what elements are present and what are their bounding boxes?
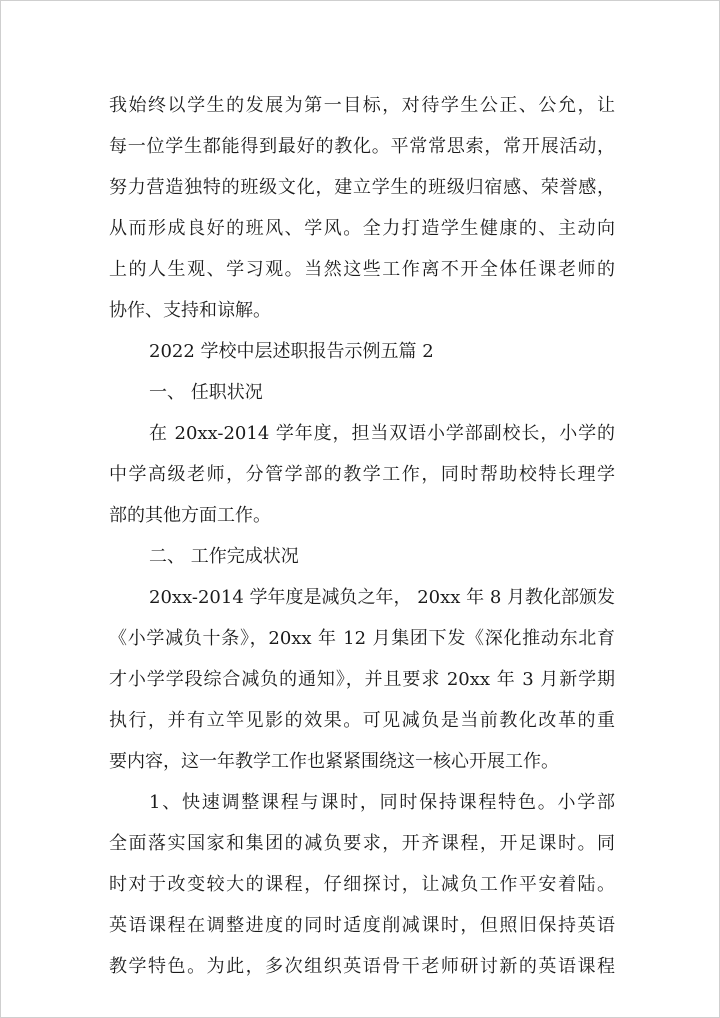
document-body: [109, 85, 615, 987]
body-text-line: 协作、支持和谅解。: [109, 300, 271, 321]
body-text-line: 执行，并有立竿见影的效果。可见减负是当前教化改革的重: [109, 710, 615, 731]
body-text-line: 上的人生观、学习观。当然这些工作离不开全体任课老师的: [109, 259, 615, 280]
body-text-line: 在 20xx-2014 学年度，担当双语小学部副校长，小学的: [149, 423, 615, 444]
body-text-line: 全面落实国家和集团的减负要求，开齐课程，开足课时。同: [109, 833, 615, 854]
section-heading: 一、 任职状况: [149, 382, 263, 403]
body-text-line: 中学高级老师，分管学部的教学工作，同时帮助校特长理学: [109, 464, 615, 485]
section-title: 2022 学校中层述职报告示例五篇 2: [149, 341, 434, 362]
body-text-line: 要内容，这一年教学工作也紧紧围绕这一核心开展工作。: [109, 751, 559, 772]
body-text-line: 《小学减负十条》，20xx 年 12 月集团下发《深化推动东北育: [109, 628, 615, 649]
body-text-line: 20xx-2014 学年度是减负之年， 20xx 年 8 月教化部颁发: [149, 587, 616, 608]
body-text-line: 每一位学生都能得到最好的教化。平常常思索，常开展活动，: [109, 136, 615, 157]
body-text-line: 部的其他方面工作。: [109, 505, 271, 526]
body-text-line: 才小学学段综合减负的通知》，并且要求 20xx 年 3 月新学期: [109, 669, 615, 690]
section-heading: 二、 工作完成状况: [149, 546, 299, 567]
body-text-line: 1、快速调整课程与课时，同时保持课程特色。小学部: [149, 792, 615, 813]
body-text-line: 努力营造独特的班级文化，建立学生的班级归宿感、荣誉感，: [109, 177, 615, 198]
body-text-line: 英语课程在调整进度的同时适度削减课时，但照旧保持英语: [109, 915, 615, 936]
body-text-line: 教学特色。为此，多次组织英语骨干老师研讨新的英语课程: [109, 956, 615, 977]
body-text-line: 从而形成良好的班风、学风。全力打造学生健康的、主动向: [109, 218, 615, 239]
body-text-line: 我始终以学生的发展为第一目标，对待学生公正、公允，让: [109, 95, 615, 116]
body-text-line: 时对于改变较大的课程，仔细探讨，让减负工作平安着陆。: [109, 874, 615, 895]
